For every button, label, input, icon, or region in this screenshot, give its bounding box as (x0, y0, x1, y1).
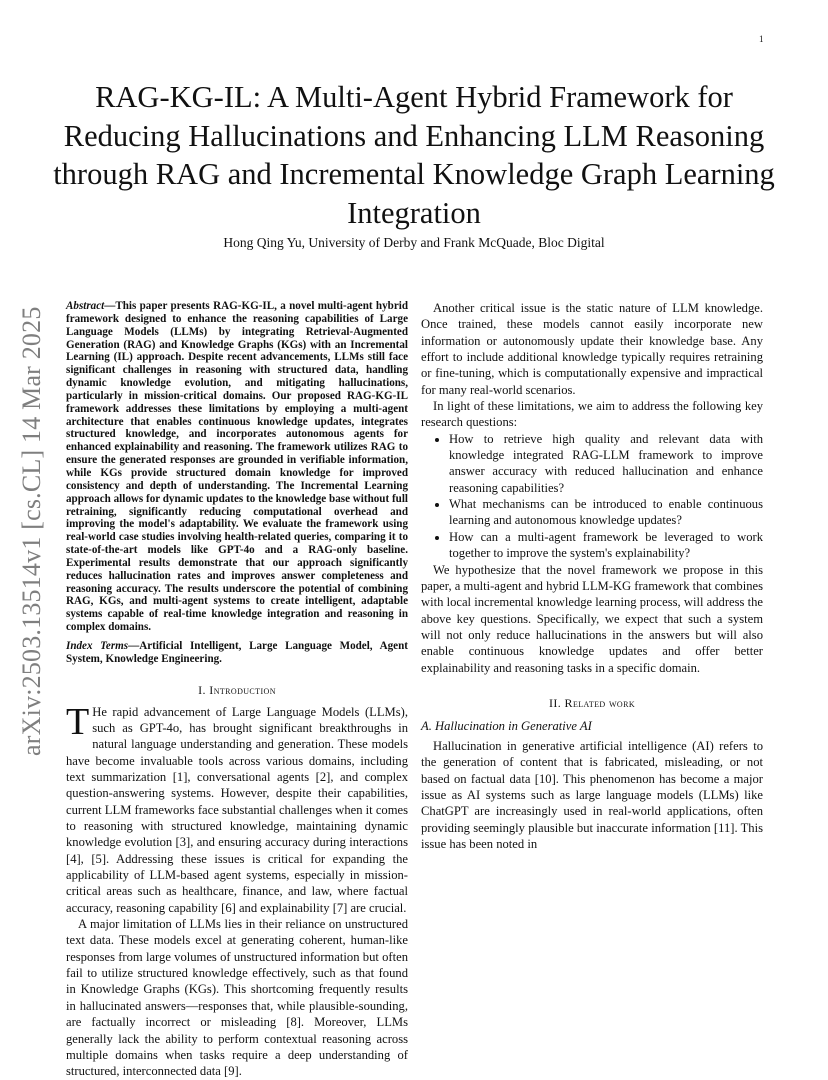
intro-paragraph-2: A major limitation of LLMs lies in their reliance on unstructured text data. These models excel at generating coherent, human-like responses from large volumes of unstructured information but often fail to utilize structured knowledge effectively, such as that found in Knowledge Graphs (KGs). This shortcoming frequently results in hallucinated answers—responses that, while plausible-sounding, are factually incorrect or misleading [8]. Moreover, LLMs generally lack the ability to perform contextual reasoning across multiple domains when tasks require a deep understanding of structured, interconnected data [9]. (66, 917, 408, 1079)
research-question-item: • How to retrieve high quality and relevant data with knowledge integrated RAG-LLM framework to improve answer accuracy with reduced hallucination and enhance reasoning capabilities? (449, 431, 763, 496)
page-number: 1 (759, 34, 764, 44)
abstract-text: —This paper presents RAG-KG-IL, a novel multi-agent hybrid framework designed to enhance the reasoning capabilities of Large Language Models (LLMs) by integrating Retrieval-Augmented Generation (RAG) and Knowledge Graphs (KGs) with an Incremental Learning (IL) approach. Despite recent advancements, LLMs still face significant challenges in reasoning with structured data, handling dynamic knowledge evolution, and mitigating hallucinations, particularly in mission-critical domains. Our proposed RAG-KG-IL framework addresses these limitations by employing a multi-agent architecture that enables continuous knowledge updates, integrates structured knowledge, and incorporates autonomous agents for enhanced explainability and reasoning. The framework utilizes RAG to ensure the generated responses are grounded in verifiable information, while KGs provide structured domain knowledge for improved consistency and depth of understanding. The Incremental Learning approach allows for dynamic updates to the knowledge base without full retraining, significantly reducing computational overhead and improving the model's adaptability. We evaluate the framework using real-world case studies involving health-related queries, comparing it to state-of-the-art models like GPT-4o and a RAG-only baseline. Experimental results demonstrate that our approach significantly reduces hallucination rates and improves answer completeness and reasoning accuracy. The results underscore the potential of combining RAG, KGs, and multi-agent systems to create intelligent, adaptable systems capable of real-time knowledge integration and reasoning in complex domains. (66, 300, 408, 634)
index-terms-label: Index Terms (66, 639, 129, 652)
research-question-item: • How can a multi-agent framework be leveraged to work together to improve the system's explainability? (449, 529, 763, 562)
related-paragraph-1: Hallucination in generative artificial intelligence (AI) refers to the generation of content that is fabricated, misleading, or not based on factual data [10]. This phenomenon has become a major issue as AI systems such as large language models (LLMs) like ChatGPT are increasingly used in real-world applications, often providing seemingly plausible but inaccurate information [11]. This issue has been noted in (421, 738, 763, 851)
research-question-item: • What mechanisms can be introduced to enable continuous learning and autonomous knowledge updates? (449, 496, 763, 529)
index-terms-text: —Artificial Intelligent, Large Language Model, Agent System, Knowledge Engineering. (66, 639, 408, 665)
index-terms (66, 640, 408, 666)
intro-paragraph-1 (66, 700, 409, 916)
arxiv-identifier: arXiv:2503.13514v1 [cs.CL] 14 Mar 2025 (17, 306, 46, 756)
intro-paragraph-1-text: He rapid advancement of Large Language Models (LLMs), such as GPT-4o, has brought significant breakthroughs in natural language understanding and generation. These models have become invaluable tools across various domains, including text summarization [1], conversational agents [2], and complex question-answering systems. However, despite their capabilities, current LLM frameworks face substantial challenges when it comes to reasoning with structured knowledge, maintaining dynamic knowledge evolution [3], and ensuring accuracy during interactions [4], [5]. Addressing these issues is critical for expanding the applicability of LLM-based agent systems, especially in mission-critical areas such as healthcare, finance, and law, where factual accuracy, reasoning capability [6] and explainability [7] are crucial. (66, 704, 409, 915)
intro-paragraph-3: Another critical issue is the static nature of LLM knowledge. Once trained, these models cannot easily incorporate new information or autonomously update their knowledge base. Any effort to include additional knowledge typically requires retraining or fine-tuning, which is computationally expensive and impractical for many real-world scenarios. (421, 301, 763, 397)
author-line: Hong Qing Yu, University of Derby and Frank McQuade, Bloc Digital (223, 235, 605, 250)
section-heading-related-work: II. Related work (548, 695, 636, 710)
paper-title: RAG-KG-IL: A Multi-Agent Hybrid Framework for Reducing Hallucinations and Enhancing LLM Reasoning through RAG and Incremental Knowledge Graph Learning Integration (53, 80, 775, 231)
left-column (66, 300, 408, 1080)
subsection-heading-hallucination: A. Hallucination in Generative AI (421, 718, 592, 733)
section-heading-introduction: I. Introduction (198, 682, 276, 697)
drop-cap: T (66, 700, 90, 743)
right-column (421, 300, 763, 852)
abstract (66, 300, 408, 634)
research-questions-list (421, 431, 763, 562)
intro-paragraph-5: We hypothesize that the novel framework we propose in this paper, a multi-agent and hybrid LLM-KG framework that combines with local incremental knowledge learning process, will address the above key questions. Specifically, we expect that such a system will not only reduce hallucinations in the answers but will also enable continuous knowledge updates and offer better explainability and reasoning tasks in a specific domain. (421, 562, 763, 675)
intro-paragraph-4: In light of these limitations, we aim to address the following key research questions: (421, 399, 763, 430)
abstract-label: Abstract (66, 300, 105, 312)
